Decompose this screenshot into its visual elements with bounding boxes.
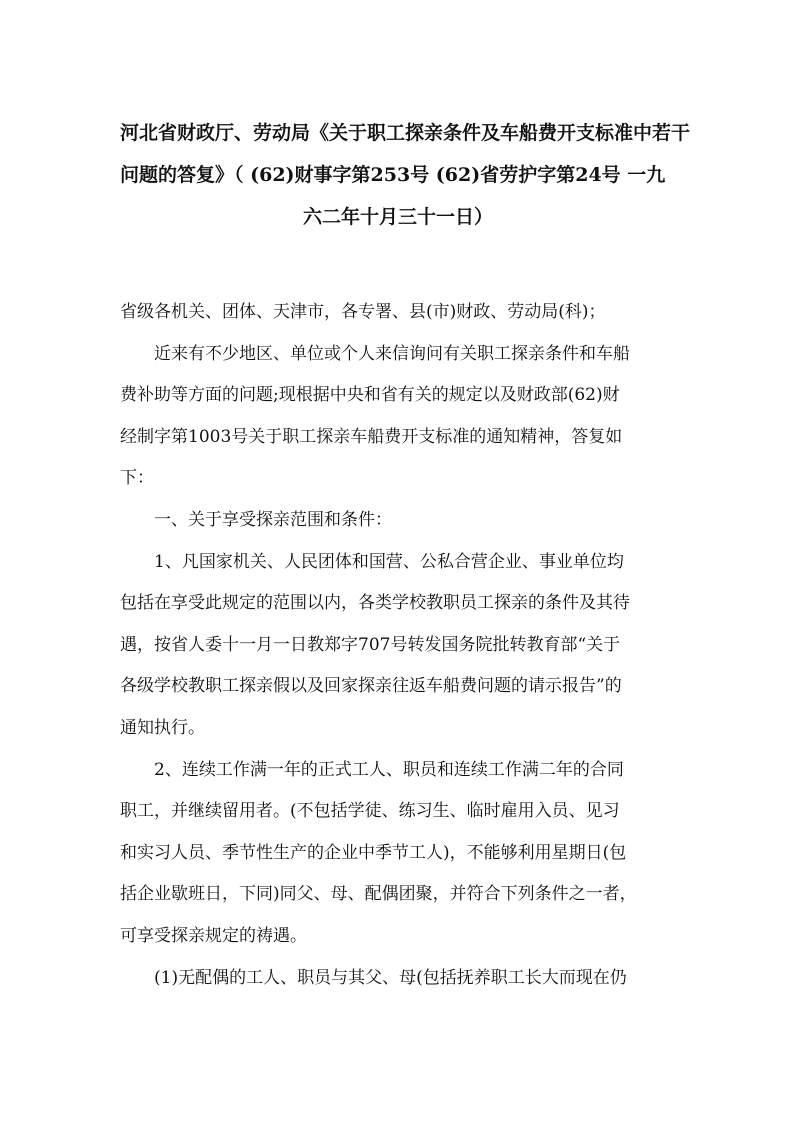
paragraph-line: 通知执行。 [120, 717, 205, 738]
salutation [120, 292, 676, 334]
title-line: 六二年十月三十一日） [302, 206, 493, 228]
paragraph-line: 括企业歇班日，下同)同父、母、配偶团聚，并符合下列条件之一者， [120, 884, 637, 905]
paragraph-line: 2、连续工作满一年的正式工人、职员和连续工作满二年的合同 [154, 759, 624, 780]
salutation-line: 省级各机关、团体、天津市，各专署、县(市)财政、劳动局(科)； [120, 302, 606, 322]
paragraph-intro [120, 334, 676, 500]
paragraph-line: 经制字第1003号关于职工探亲车船费开支标准的通知精神，答复如 [120, 426, 623, 447]
paragraph-item-1 [120, 542, 676, 750]
paragraph-line: 职工，并继续留用者。(不包括学徒、练习生、临时雇用入员、见习 [120, 801, 620, 822]
paragraph-subitem-1 [120, 958, 676, 1000]
paragraph-line: 各级学校教职工探亲假以及回家探亲往返车船费问题的请示报告”的 [120, 676, 622, 697]
paragraph-line: 可享受探亲规定的祷遇。 [120, 925, 307, 946]
title-line: 问题的答复》（ (62)财事字第253号 (62)省劳护字第24号 一九 [120, 164, 666, 186]
paragraph-item-2 [120, 750, 676, 958]
paragraph-line: 下： [120, 468, 154, 489]
paragraph-line: (1)无配偶的工人、职员与其父、母(包括抚养职工长大而现在仍 [154, 967, 627, 988]
paragraph-line: 遇，按省人委十一月一日教郑字707号转发国务院批转教育部“关于 [120, 634, 621, 655]
title-line: 河北省财政厅、劳动局《关于职工探亲条件及车船费开支标准中若干 [120, 122, 691, 144]
document-body [120, 292, 676, 999]
paragraph-line: 费补助等方面的问题;现根据中央和省有关的规定以及财政部(62)财 [120, 385, 620, 406]
paragraph-line: 包括在享受此规定的范围以内，各类学校教职员工探亲的条件及其待 [120, 593, 630, 614]
paragraph-line: 一、关于享受探亲范围和条件： [154, 509, 392, 530]
document-title [120, 112, 691, 238]
section-heading [120, 500, 676, 542]
paragraph-line: 近来有不少地区、单位或个人来信询问有关职工探亲条件和车船 [154, 343, 630, 364]
paragraph-line: 和实习人员、季节性生产的企业中季节工人)，不能够利用星期日(包 [120, 842, 627, 863]
paragraph-line: 1、凡国家机关、人民团体和国营、公私合营企业、事业单位均 [154, 551, 624, 572]
